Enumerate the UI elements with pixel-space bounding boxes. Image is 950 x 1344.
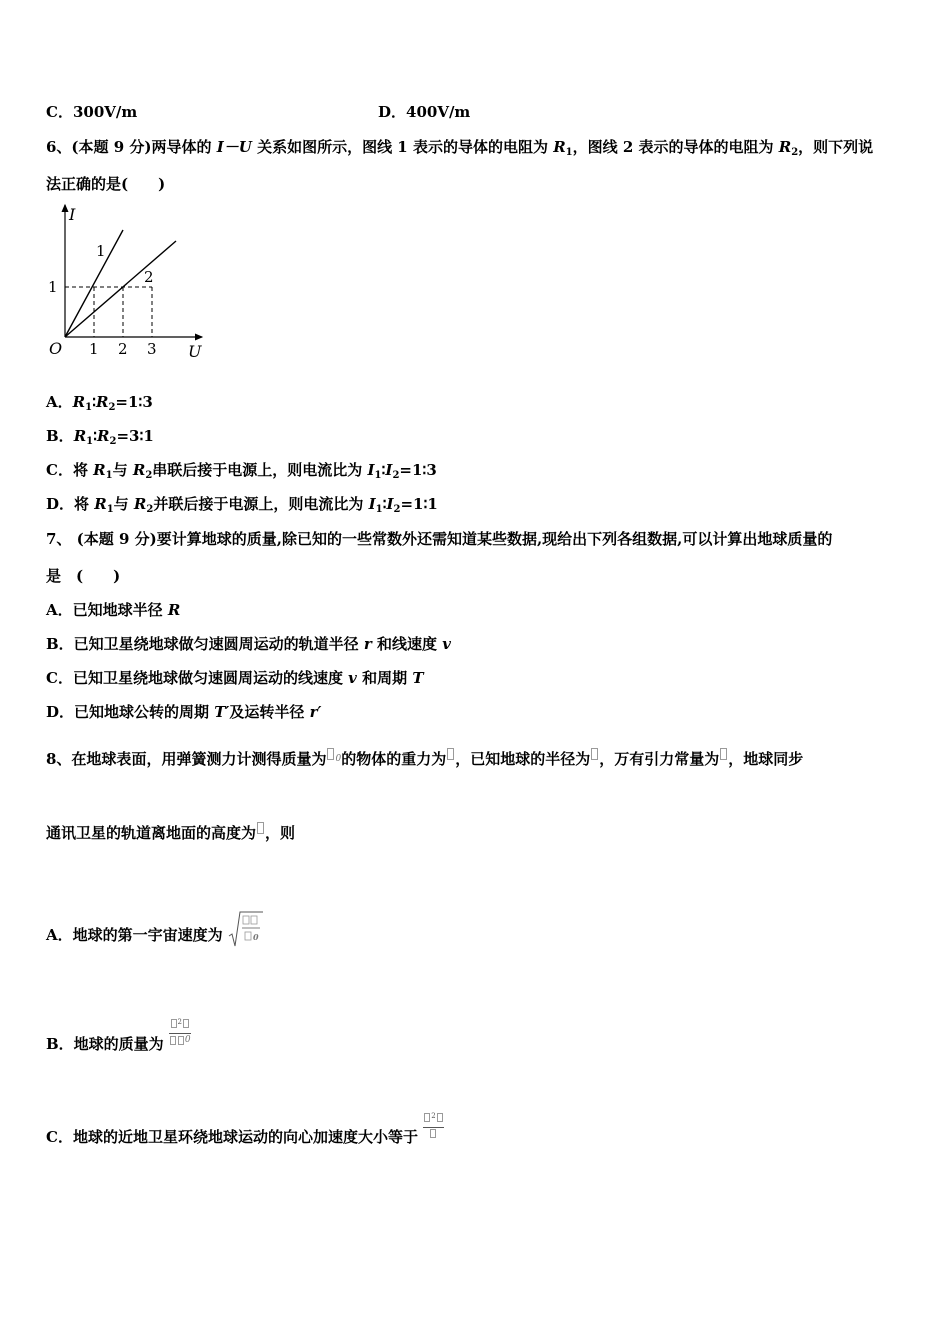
q8-option-c: C．地球的近地卫星环绕地球运动的向心加速度大小等于 $^2$	[46, 1111, 444, 1147]
q6-stem-line1: 6、(本题 9 分)两导体的 I－U 关系如图所示，图线 1 表示的导体的电阻为 $R_1$，图线 2 表示的导体的电阻为 $R_2$，则下列说	[46, 138, 874, 158]
acceleration-fraction: 2	[423, 1111, 443, 1142]
mass-fraction: $\frac{^2}{0}$	[169, 1017, 191, 1049]
q5-option-c: C．300V/m	[46, 103, 138, 121]
iu-graph	[40, 200, 215, 365]
formula-placeholder	[720, 748, 727, 760]
q5-option-d: D．400V/m	[378, 103, 471, 121]
q6-option-b: B．$R_1∶R_2=3∶1$	[46, 427, 154, 447]
q8-stem-line1: 8、在地球表面，用弹簧测力计测得质量为 $^0$的物体的重力为 ，已知地球的半径为 ，万有引力常量为 ，地球同步	[46, 750, 804, 768]
line-1	[65, 230, 123, 337]
q7-option-c: C．已知卫星绕地球做匀速圆周运动的线速度 v 和周期 T	[46, 669, 424, 687]
line-2-label: 2	[144, 268, 154, 286]
q8-option-b: B．地球的质量为 $\frac{^2}{0}$	[46, 1018, 191, 1053]
formula-placeholder	[327, 748, 334, 760]
line-1-label: 1	[96, 242, 106, 260]
sqrt-formula-image	[228, 910, 264, 950]
sqrt-formula	[228, 910, 264, 950]
x-tick-2: 2	[118, 340, 128, 358]
x-tick-3: 3	[147, 340, 157, 358]
y-tick-1: 1	[48, 278, 58, 296]
q6-option-d: D．将 $R_1$与 $R_2$并联后接于电源上，则电流比为 $I_1∶I_2=1∶1$	[46, 495, 438, 515]
q6-option-c: C．将 $R_1$与 $R_2$串联后接于电源上，则电流比为 $I_1∶I_2=1∶3$	[46, 461, 437, 481]
q7-option-a: A．已知地球半径 R	[46, 601, 181, 619]
line-2	[65, 241, 176, 337]
q6-option-a: A．$R_1∶R_2=1∶3$	[46, 393, 153, 413]
formula-placeholder	[447, 748, 454, 760]
q7-option-d: D．已知地球公转的周期 T′及运转半径 r′	[46, 703, 322, 721]
formula-placeholder	[591, 748, 598, 760]
q7-option-b: B．已知卫星绕地球做匀速圆周运动的轨道半径 r 和线速度 v	[46, 635, 451, 653]
q7-stem-line1: 7、 (本题 9 分)要计算地球的质量,除已知的一些常数外还需知道某些数据,现给出下列各组数据,可以计算出地球质量的	[46, 530, 833, 548]
q6-stem-line2: 法正确的是( )	[46, 175, 166, 193]
u-axis-label: U	[188, 342, 202, 361]
origin-label: O	[49, 339, 63, 358]
i-axis-label: I	[69, 205, 76, 224]
q8-option-a: A．地球的第一宇宙速度为 0	[46, 910, 264, 950]
q7-stem-line2: 是 ( )	[46, 567, 121, 585]
formula-placeholder	[257, 822, 264, 834]
svg-text:0: 0	[252, 932, 259, 942]
x-tick-1: 1	[89, 340, 99, 358]
q8-stem-line2: 通讯卫星的轨道离地面的高度为 ，则	[46, 824, 296, 842]
